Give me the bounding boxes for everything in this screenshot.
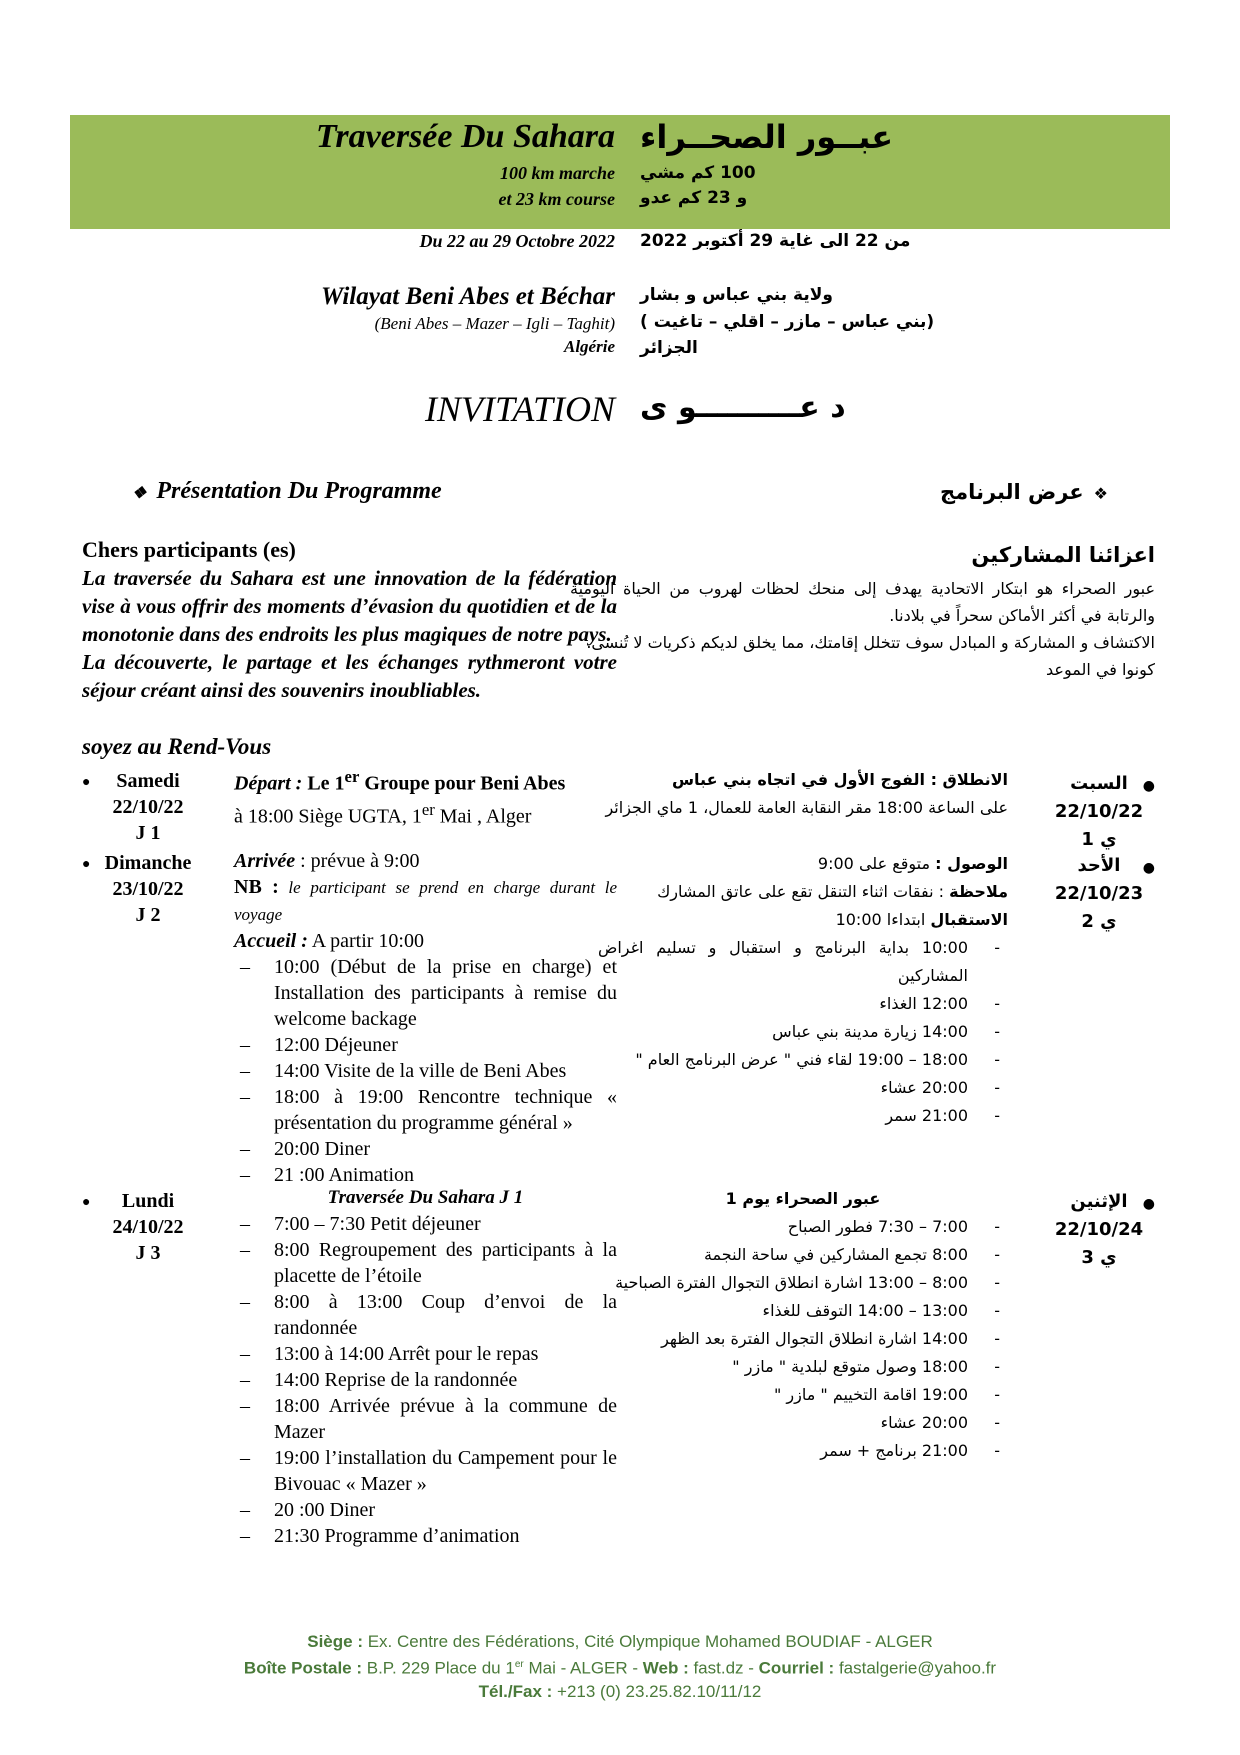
fr-departure-place-a: à 18:00 Siège UGTA, 1: [234, 805, 422, 828]
fr-day-label: [82, 768, 214, 846]
fr-day-label: [82, 1188, 214, 1266]
ar-arrival-label: الوصول :: [935, 854, 1008, 873]
fr-location-country: Algérie: [564, 337, 615, 356]
fr-dates: Du 22 au 29 Octobre 2022: [419, 231, 615, 251]
ar-departure-place: على الساعة 18:00 مقر النقابة العامة للعمال، 1 ماي الجزائر: [605, 798, 1008, 817]
ar-day-date: 22/10/24: [1054, 1219, 1144, 1240]
list-item: – 18:00 à 19:00 Rencontre technique « présentation du programme général »: [234, 1084, 617, 1136]
fr-intro-text: [82, 564, 617, 704]
fr-section-heading: [122, 478, 442, 505]
ar-day3-program: [598, 1185, 1008, 1465]
fr-greeting: Chers participants (es): [82, 537, 296, 562]
footer-address: [0, 1630, 1240, 1653]
fr-departure-place-b: Mai , Alger: [434, 805, 532, 828]
ar-day-date: 22/10/22: [1054, 801, 1144, 822]
fr-subtitle-walk: 100 km marche: [500, 163, 615, 183]
fr-departure-place-sup: er: [421, 799, 435, 819]
footer-phone: [0, 1680, 1240, 1703]
ar-intro-paragraph: كونوا في الموعد: [1046, 660, 1155, 679]
list-item: - 20:00 عشاء: [598, 1409, 1008, 1437]
ar-day3-list: [598, 1213, 1008, 1465]
list-item: - 10:00 بداية البرنامج و استقبال و تسليم اغراض المشاركين: [598, 934, 1008, 990]
fr-day3-title: Traversée Du Sahara J 1: [327, 1187, 524, 1208]
fr-arrival-label: Arrivée: [234, 850, 296, 872]
fr-note-line: [234, 874, 617, 928]
bullet-icon: ●: [82, 775, 91, 790]
ar-section-label: عرض البرنامج: [940, 480, 1084, 504]
ar-intro-text: [570, 575, 1155, 683]
ar-welcome-text: ابتداءا 10:00: [835, 910, 931, 929]
list-item: – 18:00 Arrivée prévue à la commune de Mazer: [234, 1393, 617, 1445]
footer-siege-text: Ex. Centre des Fédérations, Cité Olympique Mohamed BOUDIAF - ALGER: [363, 1632, 933, 1651]
ar-greeting: اعزائنا المشاركين: [971, 543, 1155, 567]
fr-section-label: Présentation Du Programme: [156, 478, 442, 504]
ar-day3-title: عبور الصحراء يوم 1: [725, 1189, 881, 1208]
ar-note-label: ملاحظة: [949, 882, 1008, 901]
list-item: - 18:00 – 19:00 لقاء فني " عرض البرنامج العام ": [598, 1046, 1008, 1074]
fr-departure-sup: er: [344, 767, 360, 786]
ar-section-heading: [940, 480, 1118, 504]
ar-intro-paragraph: عبور الصحراء هو ابتكار الاتحادية يهدف إلى منحك لحظات لهروب من الحياة اليومية والرتابة في أكثر الأماكن سحراً في بلادنا.: [570, 579, 1155, 625]
fr-day3-program: [234, 1185, 617, 1549]
fr-day1-program: [234, 764, 617, 829]
ar-location-title: ولاية بني عباس و بشار: [640, 285, 833, 305]
fr-note-text: le participant se prend en charge durant le voyage: [234, 878, 617, 924]
list-item: - 14:00 زيارة مدينة بني عباس: [598, 1018, 1008, 1046]
fr-title: Traversée Du Sahara: [315, 118, 615, 155]
footer-siege-label: Siège :: [307, 1632, 363, 1651]
footer-web-label: Web :: [642, 1658, 689, 1678]
ar-day-code: ي 1: [1081, 829, 1117, 850]
ar-arrival-text: متوقع على 9:00: [817, 854, 936, 873]
ar-day-code: ي 2: [1081, 911, 1117, 932]
list-item: – 20 :00 Diner: [234, 1497, 617, 1523]
ar-day-date: 22/10/23: [1054, 883, 1144, 904]
fr-departure-line: [234, 764, 617, 797]
list-item: – 8:00 Regroupement des participants à la placette de l’étoile: [234, 1237, 617, 1289]
fr-note-label: NB :: [234, 876, 279, 898]
ar-arrival-line: [598, 850, 1008, 878]
ar-day-name: الأحد: [1077, 855, 1121, 876]
fr-day-date: 23/10/22: [112, 878, 184, 900]
fr-welcome-line: [234, 928, 617, 954]
ar-subtitle-run: و 23 كم عدو: [640, 188, 748, 208]
list-item: – 21:30 Programme d’animation: [234, 1523, 617, 1549]
footer-bp-text2: Mai - ALGER -: [523, 1658, 643, 1678]
ar-day2-list: [598, 934, 1008, 1130]
ar-day-label: [1043, 770, 1155, 854]
ar-subtitle-walk: 100 كم مشي: [640, 163, 756, 183]
fr-day-date: 22/10/22: [112, 796, 184, 818]
footer-mail-label: Courriel :: [758, 1658, 835, 1678]
ar-invitation-heading: د عــــــــــو ى: [640, 390, 846, 425]
list-item: – 14:00 Visite de la ville de Beni Abes: [234, 1058, 617, 1084]
ar-note-line: [598, 878, 1008, 906]
ar-day-label: [1043, 1188, 1155, 1272]
list-item: – 8:00 à 13:00 Coup d’envoi de la randonnée: [234, 1289, 617, 1341]
ar-departure-line: [598, 766, 1008, 794]
diamond-bullet-icon: ❖: [1093, 484, 1108, 503]
fr-departure-text: Le 1: [302, 772, 345, 795]
footer-mail-link[interactable]: fastalgerie@yahoo.fr: [834, 1658, 997, 1678]
list-item: – 13:00 à 14:00 Arrêt pour le repas: [234, 1341, 617, 1367]
ar-welcome-label: الاستقبال: [930, 910, 1008, 929]
ar-day-name: السبت: [1070, 773, 1128, 794]
ar-welcome-line: [598, 906, 1008, 934]
footer-contact: [0, 1653, 1240, 1680]
list-item: - 19:00 اقامة التخييم " مازر ": [598, 1381, 1008, 1409]
ar-day-label: [1043, 852, 1155, 936]
fr-location-title: Wilayat Beni Abes et Béchar: [321, 283, 615, 310]
footer-bp-label: Boîte Postale :: [243, 1658, 363, 1678]
ar-day1-program: [598, 766, 1008, 822]
list-item: – 21 :00 Animation: [234, 1162, 617, 1188]
ar-intro-paragraph: الاكتشاف و المشاركة و المبادل سوف تتخلل إقامتك، مما يخلق لديكم ذكريات لا تُنسى.: [586, 633, 1155, 652]
ar-location-country: الجزائر: [640, 338, 698, 358]
list-item: – 14:00 Reprise de la randonnée: [234, 1367, 617, 1393]
list-item: - 8:00 – 13:00 اشارة انطلاق التجوال الفترة الصباحية: [598, 1269, 1008, 1297]
fr-welcome-text: A partir 10:00: [307, 930, 424, 952]
bullet-icon: ●: [82, 1195, 91, 1210]
list-item: - 8:00 تجمع المشاركين في ساحة النجمة: [598, 1241, 1008, 1269]
list-item: - 21:00 سمر: [598, 1102, 1008, 1130]
footer-web-link[interactable]: fast.dz -: [688, 1658, 759, 1678]
fr-day2-list: [234, 954, 617, 1188]
footer-tel-label: Tél./Fax :: [478, 1681, 553, 1701]
ar-title: عبــور الصحــراء: [640, 118, 894, 156]
fr-day-label: [82, 850, 214, 928]
ar-location-towns: (بني عباس – مازر – اقلي – تاغيت ): [640, 312, 935, 332]
bullet-icon: ●: [1142, 860, 1155, 876]
fr-invitation-heading: INVITATION: [424, 389, 615, 429]
ar-note-text: : نفقات اثناء التنقل تقع على عاتق المشارك: [657, 882, 950, 901]
fr-day-name: Lundi: [121, 1190, 175, 1212]
fr-day2-program: [234, 848, 617, 1188]
list-item: - 20:00 عشاء: [598, 1074, 1008, 1102]
fr-intro-paragraph: La traversée du Sahara est une innovation de la fédération vise à vous offrir des moments d’évasion du quotidien et de la monotonie dans des endroits les plus magiques de notre pays.: [82, 566, 617, 646]
diamond-bullet-icon: ❖: [132, 485, 147, 502]
fr-day-name: Dimanche: [104, 852, 192, 874]
list-item: - 14:00 اشارة انطلاق التجوال الفترة بعد الظهر: [598, 1325, 1008, 1353]
list-item: – 12:00 Déjeuner: [234, 1032, 617, 1058]
list-item: - 7:00 – 7:30 فطور الصباح: [598, 1213, 1008, 1241]
footer-bp-sup: er: [514, 1659, 524, 1670]
list-item: - 21:00 برنامج + سمر: [598, 1437, 1008, 1465]
bullet-icon: ●: [1142, 1196, 1155, 1212]
fr-day-name: Samedi: [116, 770, 180, 792]
list-item: - 13:00 – 14:00 التوقف للغذاء: [598, 1297, 1008, 1325]
fr-subtitle-run: et 23 km course: [498, 189, 615, 209]
fr-day-date: 24/10/22: [112, 1216, 184, 1238]
fr-day-code: J 1: [135, 822, 161, 844]
ar-day-name: الإثنين: [1070, 1191, 1128, 1212]
fr-arrival-text: : prévue à 9:00: [295, 850, 420, 872]
list-item: – 10:00 (Début de la prise en charge) et Installation des participants à remise du welcome backage: [234, 954, 617, 1032]
bullet-icon: ●: [82, 857, 91, 872]
fr-day-code: J 2: [135, 904, 161, 926]
ar-departure-label: الانطلاق :: [925, 770, 1008, 789]
list-item: – 7:00 – 7:30 Petit déjeuner: [234, 1211, 617, 1237]
fr-rendezvous: soyez au Rend-Vous: [82, 734, 272, 759]
fr-departure-text2: Groupe pour Beni Abes: [359, 772, 566, 795]
ar-departure-text: الفوج الأول في اتجاه بني عباس: [671, 770, 926, 789]
list-item: - 12:00 الغذاء: [598, 990, 1008, 1018]
header-band: [70, 115, 1170, 229]
footer: [0, 1630, 1240, 1703]
fr-day-code: J 3: [135, 1242, 161, 1264]
fr-location-towns: (Beni Abes – Mazer – Igli – Taghit): [374, 314, 615, 333]
list-item: - 18:00 وصول متوقع لبلدية " مازر ": [598, 1353, 1008, 1381]
fr-departure-place: [234, 797, 617, 830]
fr-departure-label: Départ :: [234, 772, 303, 795]
fr-intro-paragraph: La découverte, le partage et les échanges rythmeront votre séjour créant ainsi des souvenirs inoubliables.: [82, 650, 617, 702]
bullet-icon: ●: [1142, 778, 1155, 794]
ar-day2-program: [598, 850, 1008, 1130]
fr-welcome-label: Accueil :: [234, 930, 308, 952]
fr-day3-list: [234, 1211, 617, 1549]
footer-bp-text: B.P. 229 Place du 1: [362, 1658, 515, 1678]
ar-day-code: ي 3: [1081, 1247, 1117, 1268]
list-item: – 20:00 Diner: [234, 1136, 617, 1162]
footer-tel-text: +213 (0) 23.25.82.10/11/12: [552, 1681, 762, 1701]
list-item: – 19:00 l’installation du Campement pour le Bivouac « Mazer »: [234, 1445, 617, 1497]
fr-arrival-line: [234, 848, 617, 874]
ar-dates: من 22 الى غاية 29 أكتوبر 2022: [640, 231, 911, 251]
